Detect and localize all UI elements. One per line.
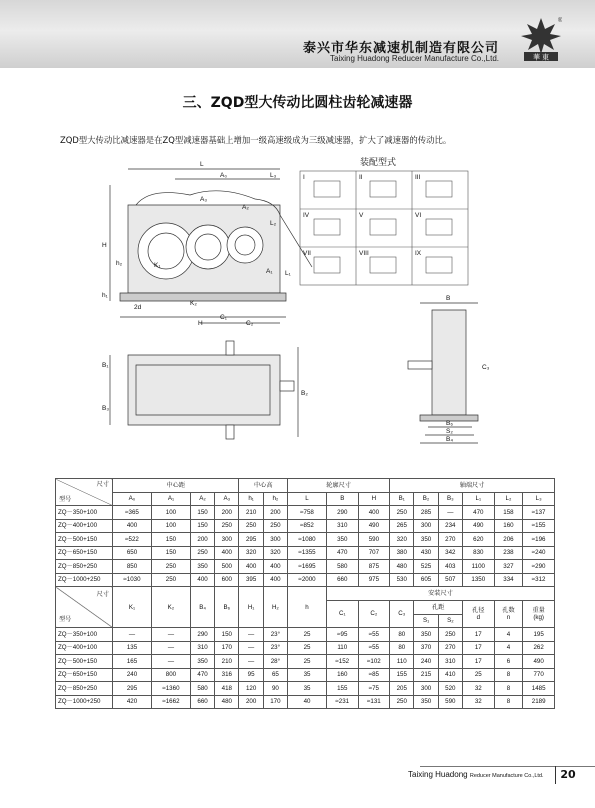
table-cell: H₂ xyxy=(263,587,287,628)
table-cell: ≈155 xyxy=(523,519,555,533)
reducer-drawing xyxy=(80,155,520,455)
table-cell: 342 xyxy=(438,546,462,560)
table-cell: 240 xyxy=(414,655,438,669)
table-cell: 210 xyxy=(239,506,263,520)
dim-C3: C₃ xyxy=(482,364,490,371)
intro-text: ZQD型大传动比减速器是在ZQ型减速器基础上增加一级高速级成为三级减速器，扩大了减速器的传动比。 xyxy=(60,135,452,145)
dim-A2: A₂ xyxy=(242,204,249,211)
logo-registered: ® xyxy=(558,18,562,24)
table-cell: ≈102 xyxy=(358,655,390,669)
table-cell: 4 xyxy=(494,641,523,655)
table-cell: — xyxy=(151,628,190,642)
table-cell: 290 xyxy=(190,628,214,642)
table-cell: 150 xyxy=(151,546,190,560)
dim-K1: K₁ xyxy=(154,262,161,269)
table-cell: ≈231 xyxy=(326,695,358,709)
drawing-label: VII xyxy=(303,250,311,257)
table-cell: ZQ－1000+250 xyxy=(56,573,113,587)
table-cell: 380 xyxy=(390,546,414,560)
table-cell: 250 xyxy=(151,573,190,587)
drawing-label: III xyxy=(415,174,421,181)
company-logo-icon xyxy=(520,16,562,62)
table-cell: 250 xyxy=(215,519,239,533)
dim-L1: L₁ xyxy=(285,270,291,277)
table-cell: 316 xyxy=(215,668,239,682)
table-cell: 395 xyxy=(239,573,263,587)
dim-L3: L₃ xyxy=(270,172,277,179)
table-cell: 25 xyxy=(288,655,327,669)
table-cell: 270 xyxy=(438,641,462,655)
table-cell: 400 xyxy=(215,546,239,560)
table-cell: 400 xyxy=(263,560,287,574)
table-cell: ≈1662 xyxy=(151,695,190,709)
table-cell: 400 xyxy=(190,573,214,587)
group-shaft: 轴端尺寸 xyxy=(390,479,555,493)
table-cell: 320 xyxy=(239,546,263,560)
table-cell: 470 xyxy=(326,546,358,560)
table-cell: 660 xyxy=(190,695,214,709)
group-outline: 轮廓尺寸 xyxy=(288,479,390,493)
table-cell: 32 xyxy=(462,682,494,696)
table-cell: ZQ－1000+250 xyxy=(56,695,113,709)
table-cell: 490 xyxy=(523,655,555,669)
drawing-label: V xyxy=(359,212,364,219)
table-row xyxy=(56,682,555,696)
table-cell: B₆ xyxy=(215,587,239,628)
table-cell: 150 xyxy=(215,628,239,642)
table1-col-headers xyxy=(56,492,555,506)
group-center-distance: 中心距 xyxy=(113,479,239,493)
table-cell: 350 xyxy=(414,695,438,709)
table-cell: ZQ－650+150 xyxy=(56,668,113,682)
drawing-label: VI xyxy=(415,212,422,219)
table-cell: 65 xyxy=(263,668,287,682)
table-cell: 295 xyxy=(113,682,152,696)
table-row xyxy=(56,655,555,669)
dim-C1: C₁ xyxy=(220,314,227,321)
table-cell: 470 xyxy=(462,506,494,520)
table-cell: 285 xyxy=(414,506,438,520)
table-cell: ZQ－850+250 xyxy=(56,560,113,574)
table-cell: — xyxy=(239,628,263,642)
table-cell: ≈196 xyxy=(523,533,555,547)
table-cell: 234 xyxy=(438,519,462,533)
table-cell: 23° xyxy=(263,641,287,655)
col-hole-num: 孔数 n xyxy=(494,600,523,628)
table-cell: 520 xyxy=(438,682,462,696)
table-row xyxy=(56,560,555,574)
table-cell: C₁ xyxy=(326,600,358,628)
table-cell: 150 xyxy=(151,533,190,547)
table-cell: ZQ－850+250 xyxy=(56,682,113,696)
table-cell: 160 xyxy=(326,668,358,682)
drawing-group xyxy=(110,169,478,443)
table-cell: 350 xyxy=(190,655,214,669)
table-cell: 200 xyxy=(239,695,263,709)
table-cell: 707 xyxy=(358,546,390,560)
table-row xyxy=(56,668,555,682)
dim-C2: C₂ xyxy=(246,320,254,327)
table-cell: 470 xyxy=(190,668,214,682)
table-cell: 300 xyxy=(414,519,438,533)
table-cell: 370 xyxy=(414,641,438,655)
table-cell: 90 xyxy=(263,682,287,696)
table-cell: 100 xyxy=(151,506,190,520)
table-cell: 480 xyxy=(215,695,239,709)
table-cell: h xyxy=(288,587,327,628)
table-cell: 95 xyxy=(239,668,263,682)
table-cell: 160 xyxy=(494,519,523,533)
table-cell: 17 xyxy=(462,628,494,642)
dim-B6: B₆ xyxy=(446,420,453,427)
table-cell: — xyxy=(151,655,190,669)
table-row xyxy=(56,628,555,642)
table-cell: ≈1360 xyxy=(151,682,190,696)
table-cell: A₃ xyxy=(215,492,239,506)
table-cell: 507 xyxy=(438,573,462,587)
dim-H: H xyxy=(102,242,107,249)
table-cell: 590 xyxy=(358,533,390,547)
spec-table xyxy=(55,478,555,709)
table-cell: 195 xyxy=(523,628,555,642)
table-cell: 620 xyxy=(462,533,494,547)
table-cell: — xyxy=(113,628,152,642)
table-cell: B₁ xyxy=(390,492,414,506)
table-cell: C₃ xyxy=(390,600,414,628)
dim-h1: h₁ xyxy=(102,292,108,299)
table-cell: 135 xyxy=(113,641,152,655)
table-cell: 300 xyxy=(215,533,239,547)
table-cell: 770 xyxy=(523,668,555,682)
dim-K2: K₂ xyxy=(190,300,197,307)
table-cell: 32 xyxy=(462,695,494,709)
table-cell: 350 xyxy=(414,533,438,547)
table-cell: 170 xyxy=(263,695,287,709)
table-cell: C₂ xyxy=(358,600,390,628)
table-cell: 28° xyxy=(263,655,287,669)
logo-text: 華 東 xyxy=(533,54,549,62)
footer-brand xyxy=(408,770,544,779)
table-cell: 155 xyxy=(390,668,414,682)
table-row xyxy=(56,695,555,709)
dim-L: L xyxy=(200,161,204,168)
table-cell: 1485 xyxy=(523,682,555,696)
table-cell: K₁ xyxy=(113,587,152,628)
table-cell: ≈1695 xyxy=(288,560,327,574)
table-cell: B₂ xyxy=(414,492,438,506)
table-cell: 240 xyxy=(113,668,152,682)
table-cell: 1350 xyxy=(462,573,494,587)
table-row xyxy=(56,479,555,493)
dim-B4: B₄ xyxy=(446,436,453,443)
table-cell: H₁ xyxy=(239,587,263,628)
table-cell: 350 xyxy=(326,533,358,547)
table-cell: ≈240 xyxy=(523,546,555,560)
table-cell: 210 xyxy=(215,655,239,669)
table-cell: ≈131 xyxy=(358,695,390,709)
table-cell: ZQ－650+150 xyxy=(56,546,113,560)
table-cell: A₂ xyxy=(190,492,214,506)
footer-brand-small: Reducer Manufacture Co.,Ltd. xyxy=(469,773,544,779)
dim-A0: A₀ xyxy=(220,172,228,179)
table-cell: 170 xyxy=(215,641,239,655)
table-cell: 830 xyxy=(462,546,494,560)
page-title: 三、ZQD型大传动比圆柱齿轮减速器 xyxy=(182,95,413,111)
table-cell: 310 xyxy=(190,641,214,655)
table-cell: ≈152 xyxy=(326,655,358,669)
table-cell: 250 xyxy=(263,519,287,533)
footer-brand-text: Taixing Huadong xyxy=(408,770,468,779)
table-cell: 410 xyxy=(438,668,462,682)
table-cell: 430 xyxy=(414,546,438,560)
table-cell: 2189 xyxy=(523,695,555,709)
table-cell: ≈1030 xyxy=(113,573,152,587)
dim-L2: L₂ xyxy=(270,220,277,227)
group-hole-spacing: 孔距 xyxy=(414,600,463,614)
table-cell: 110 xyxy=(390,655,414,669)
table-cell: 875 xyxy=(358,560,390,574)
table-cell: 155 xyxy=(326,682,358,696)
table-row xyxy=(56,573,555,587)
table-cell: 400 xyxy=(263,573,287,587)
table-cell: ZQ－500+150 xyxy=(56,655,113,669)
dim-H-base: H xyxy=(198,320,203,327)
table-cell: 270 xyxy=(438,533,462,547)
table-cell: ≈95 xyxy=(326,628,358,642)
table-cell: 600 xyxy=(215,573,239,587)
table-cell: 80 xyxy=(390,641,414,655)
table-cell: — xyxy=(438,506,462,520)
table-cell: ≈2000 xyxy=(288,573,327,587)
table-cell: ≈1355 xyxy=(288,546,327,560)
table-cell: 8 xyxy=(494,695,523,709)
table-cell: h₁ xyxy=(239,492,263,506)
table-row xyxy=(56,533,555,547)
dim-B3: B₃ xyxy=(102,405,109,412)
table-cell: 400 xyxy=(113,519,152,533)
table-cell: 250 xyxy=(438,628,462,642)
page-number: 20 xyxy=(555,766,580,784)
table-cell: 420 xyxy=(113,695,152,709)
table-cell: — xyxy=(151,641,190,655)
table-cell: 605 xyxy=(414,573,438,587)
table-cell: 300 xyxy=(414,682,438,696)
table-cell: 350 xyxy=(190,560,214,574)
table-cell: 200 xyxy=(190,533,214,547)
table-cell: 310 xyxy=(326,519,358,533)
table-row xyxy=(56,641,555,655)
table-cell: 530 xyxy=(390,573,414,587)
table-cell: — xyxy=(239,655,263,669)
table-cell: 660 xyxy=(326,573,358,587)
table-cell: 25 xyxy=(288,628,327,642)
table-cell: 250 xyxy=(390,506,414,520)
table-cell: 262 xyxy=(523,641,555,655)
table-cell: 8 xyxy=(494,682,523,696)
dim-B2: B₂ xyxy=(301,390,308,397)
dim-A3: A₃ xyxy=(200,196,207,203)
table-cell: ≈290 xyxy=(523,560,555,574)
table-cell: ZQ－500+150 xyxy=(56,533,113,547)
table-cell: 17 xyxy=(462,655,494,669)
table-cell: ≈312 xyxy=(523,573,555,587)
table-cell: 215 xyxy=(414,668,438,682)
dim-2d: 2d xyxy=(134,304,142,311)
col-weight: 重量 (kg) xyxy=(523,600,555,628)
company-name-cn: 泰兴市华东减速机制造有限公司 xyxy=(302,41,499,56)
table-cell: ZQ－400+100 xyxy=(56,519,113,533)
table-cell: 200 xyxy=(215,506,239,520)
col-hole-dia: 孔径 d xyxy=(462,600,494,628)
table-cell: ≈55 xyxy=(358,641,390,655)
table-cell: L₃ xyxy=(523,492,555,506)
table-cell: ≈85 xyxy=(358,668,390,682)
table-cell: L₁ xyxy=(462,492,494,506)
table-cell: 206 xyxy=(494,533,523,547)
table-cell: H xyxy=(358,492,390,506)
table-cell: 975 xyxy=(358,573,390,587)
table-cell: 110 xyxy=(326,641,358,655)
drawing-label: II xyxy=(359,174,363,181)
page-header xyxy=(0,0,595,68)
table-cell: 238 xyxy=(494,546,523,560)
table-cell: 150 xyxy=(190,519,214,533)
table-row xyxy=(56,506,555,520)
table-cell: 120 xyxy=(239,682,263,696)
table-cell: K₂ xyxy=(151,587,190,628)
table-row xyxy=(56,519,555,533)
table-cell: 490 xyxy=(462,519,494,533)
table-cell: 6 xyxy=(494,655,523,669)
table-cell: ≈852 xyxy=(288,519,327,533)
table-cell: 590 xyxy=(438,695,462,709)
table-cell: h₂ xyxy=(263,492,287,506)
table-cell: A₁ xyxy=(151,492,190,506)
table-cell: 290 xyxy=(326,506,358,520)
group-center-height: 中心高 xyxy=(239,479,288,493)
table-cell: 500 xyxy=(215,560,239,574)
table-row xyxy=(56,546,555,560)
table-cell: 580 xyxy=(326,560,358,574)
table-cell: 850 xyxy=(113,560,152,574)
table-cell: B₃ xyxy=(438,492,462,506)
drawing-label: IV xyxy=(303,212,310,219)
table-cell: 25 xyxy=(288,641,327,655)
table-cell: 334 xyxy=(494,573,523,587)
table-cell: ≈758 xyxy=(288,506,327,520)
drawing-label: VIII xyxy=(359,250,369,257)
assembly-title: 装配型式 xyxy=(360,157,397,167)
table-cell: S₂ xyxy=(438,614,462,628)
table-cell: B xyxy=(326,492,358,506)
table-cell: ≈75 xyxy=(358,682,390,696)
group-install: 安装尺寸 xyxy=(326,587,554,601)
table-cell: 250 xyxy=(390,695,414,709)
table-cell: 150 xyxy=(190,506,214,520)
table-cell: 35 xyxy=(288,668,327,682)
table-cell: 490 xyxy=(358,519,390,533)
table-cell: 320 xyxy=(263,546,287,560)
table-cell: — xyxy=(239,641,263,655)
table-cell: 100 xyxy=(151,519,190,533)
table-cell: 250 xyxy=(190,546,214,560)
corner-cell: 尺寸 型号 xyxy=(56,479,113,506)
table-cell: 25 xyxy=(462,668,494,682)
table-cell: 35 xyxy=(288,682,327,696)
table-cell: 23° xyxy=(263,628,287,642)
table-cell: 300 xyxy=(263,533,287,547)
table-cell: ZQ－400+100 xyxy=(56,641,113,655)
table-cell: 8 xyxy=(494,668,523,682)
table-cell: 17 xyxy=(462,641,494,655)
dim-A1: A₁ xyxy=(266,268,273,275)
table-cell: 400 xyxy=(239,560,263,574)
table-cell: 580 xyxy=(190,682,214,696)
corner-cell-2: 尺寸 型号 xyxy=(56,587,113,628)
dim-B1: B₁ xyxy=(102,362,109,369)
dim-h2: h₂ xyxy=(116,260,123,267)
table-cell: 650 xyxy=(113,546,152,560)
table-cell: 265 xyxy=(390,519,414,533)
table-row xyxy=(56,587,555,601)
table-cell: 350 xyxy=(414,628,438,642)
table-cell: ≈522 xyxy=(113,533,152,547)
table-cell: ZQ－350+100 xyxy=(56,506,113,520)
table-cell: 1100 xyxy=(462,560,494,574)
table-cell: S₁ xyxy=(414,614,438,628)
table-cell: L₂ xyxy=(494,492,523,506)
table-cell: 80 xyxy=(390,628,414,642)
table-cell: ≈55 xyxy=(358,628,390,642)
table-cell: 327 xyxy=(494,560,523,574)
table-cell: 200 xyxy=(263,506,287,520)
table-cell: 525 xyxy=(414,560,438,574)
drawing-label: I xyxy=(303,174,305,181)
company-name-en: Taixing Huadong Reducer Manufacture Co.,Ltd. xyxy=(330,54,499,63)
table-cell: 800 xyxy=(151,668,190,682)
dim-B: B xyxy=(446,295,451,302)
dim-S2: S₂ xyxy=(446,428,453,435)
table-cell: ≈137 xyxy=(523,506,555,520)
table-cell: 158 xyxy=(494,506,523,520)
table-cell: ≈1080 xyxy=(288,533,327,547)
table-cell: B₄ xyxy=(190,587,214,628)
table-cell: 418 xyxy=(215,682,239,696)
table-cell: ZQ－350+100 xyxy=(56,628,113,642)
assembly-types-grid xyxy=(300,171,468,285)
table-cell: A₀ xyxy=(113,492,152,506)
table-cell: 480 xyxy=(390,560,414,574)
table-cell: 40 xyxy=(288,695,327,709)
table-cell: 310 xyxy=(438,655,462,669)
table-cell: 165 xyxy=(113,655,152,669)
table-cell: 295 xyxy=(239,533,263,547)
table-cell: 400 xyxy=(358,506,390,520)
table-cell: 320 xyxy=(390,533,414,547)
table-cell: 403 xyxy=(438,560,462,574)
table-cell: 250 xyxy=(151,560,190,574)
table-cell: ≈365 xyxy=(113,506,152,520)
table-cell: 205 xyxy=(390,682,414,696)
drawing-label: IX xyxy=(415,250,422,257)
table-cell: L xyxy=(288,492,327,506)
table-cell: 4 xyxy=(494,628,523,642)
table-cell: 250 xyxy=(239,519,263,533)
